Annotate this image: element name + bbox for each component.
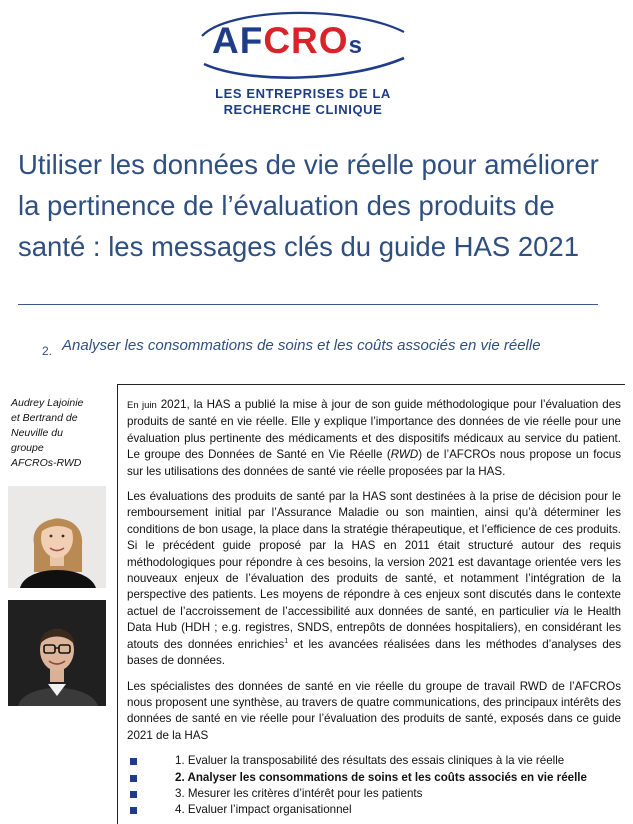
context-via: via xyxy=(554,604,569,618)
author-line: Neuville du xyxy=(11,427,63,439)
author-line: AFCROs-RWD xyxy=(11,457,82,469)
context-text-a: Les évaluations des produits de santé par la HAS sont destinées à la prise de décision pour le remboursement initial par l’Assurance Maladie ou son maintien, ainsi qu’à déterminer les conditions de bon usage, la place dans la stratégie thérapeutique, et l’efficience de ces produits. Si le précédent guide proposé par la HAS en 2011 était structuré autour des requis méthodologiques pour répondre à ces besoins, la version 2021 est davantage orientée vers les nouveaux enjeux de l’évaluation des produits de santé, et notamment l’intégration de la perspective des patients. Les moyens de répondre à ces enjeux sont discutés dans le contexte actuel de l’accroissement de l’accessibilité aux données de santé, en particulier xyxy=(127,490,621,618)
author-photo-man xyxy=(8,600,106,706)
logo-text-af: AF xyxy=(212,20,264,61)
article-paragraph-intro xyxy=(127,397,621,480)
logo-tagline-2: RECHERCHE CLINIQUE xyxy=(223,102,383,117)
intro-text-b: ) de l’AFCROs nous propose un focus sur les utilisations des données de santé vie réelle proposées par la HAS. xyxy=(127,448,621,478)
logo-text-cro: CRO xyxy=(263,20,349,61)
author-line: et Bertrand de xyxy=(11,412,78,424)
logo-text-s: s xyxy=(348,32,363,59)
intro-rwd: RWD xyxy=(390,448,419,462)
title-divider xyxy=(18,304,598,305)
footnote-ref: 1 xyxy=(284,637,289,645)
section-heading: Analyser les consommations de soins et les coûts associés en vie réelle xyxy=(62,337,541,354)
square-bullet-icon xyxy=(130,775,137,782)
article-box xyxy=(117,384,625,824)
context-text-b: le Health Data Hub (HDH ; e.g. registres, SNDS, entrepôts de données hospitaliers), en considérant les atouts des données enrichies xyxy=(127,604,621,651)
intro-lead: En juin xyxy=(127,400,157,411)
context-text-c: et les avancées réalisées dans les méthodes d’analyses des bases de données. xyxy=(127,637,622,668)
list-item: 3. Mesurer les critères d’intérêt pour les patients xyxy=(127,786,621,802)
page-title: Utiliser les données de vie réelle pour améliorer la pertinence de l’évaluation des produits de santé : les messages clés du guide HAS 2021 xyxy=(18,149,599,262)
intro-text-a: 2021, la HAS a publié la mise à jour de son guide méthodologique pour l’évaluation des produits de santé en vie réelle. Elle y explique l’importance des données de vie réelle pour une évaluation plus pertinente des médicaments et des dispositifs médicaux au service du patient. Le groupe des Données de Santé en Vie Réelle ( xyxy=(127,398,621,462)
author-photo-woman xyxy=(8,486,106,588)
communications-list xyxy=(127,753,621,819)
square-bullet-icon xyxy=(130,791,137,798)
square-bullet-icon xyxy=(130,807,137,814)
logo-wordmark xyxy=(212,22,363,59)
list-item: 4. Evaluer l’impact organisationnel xyxy=(127,802,621,818)
author-line: Audrey Lajoinie xyxy=(11,397,84,409)
square-bullet-icon xyxy=(130,758,137,765)
afcros-logo xyxy=(198,6,408,118)
author-line: groupe xyxy=(11,442,44,454)
section-number: 2. xyxy=(42,344,53,358)
list-item: 1. Evaluer la transposabilité des résultats des essais cliniques à la vie réelle xyxy=(127,753,621,769)
author-credit xyxy=(11,396,111,471)
logo-tagline-1: LES ENTREPRISES DE LA xyxy=(215,86,391,101)
article-paragraph-context xyxy=(127,489,621,669)
list-item: 2. Analyser les consommations de soins et les coûts associés en vie réelle xyxy=(127,770,621,786)
article-paragraph-synthesis: Les spécialistes des données de santé en vie réelle du groupe de travail RWD de l’AFCROs nous proposent une synthèse, au travers de quatre communications, des principaux intérêts des données de santé en vie réelle pour l’évaluation des produits de santé, exposés dans ce guide 2021 de la HAS xyxy=(127,679,621,742)
